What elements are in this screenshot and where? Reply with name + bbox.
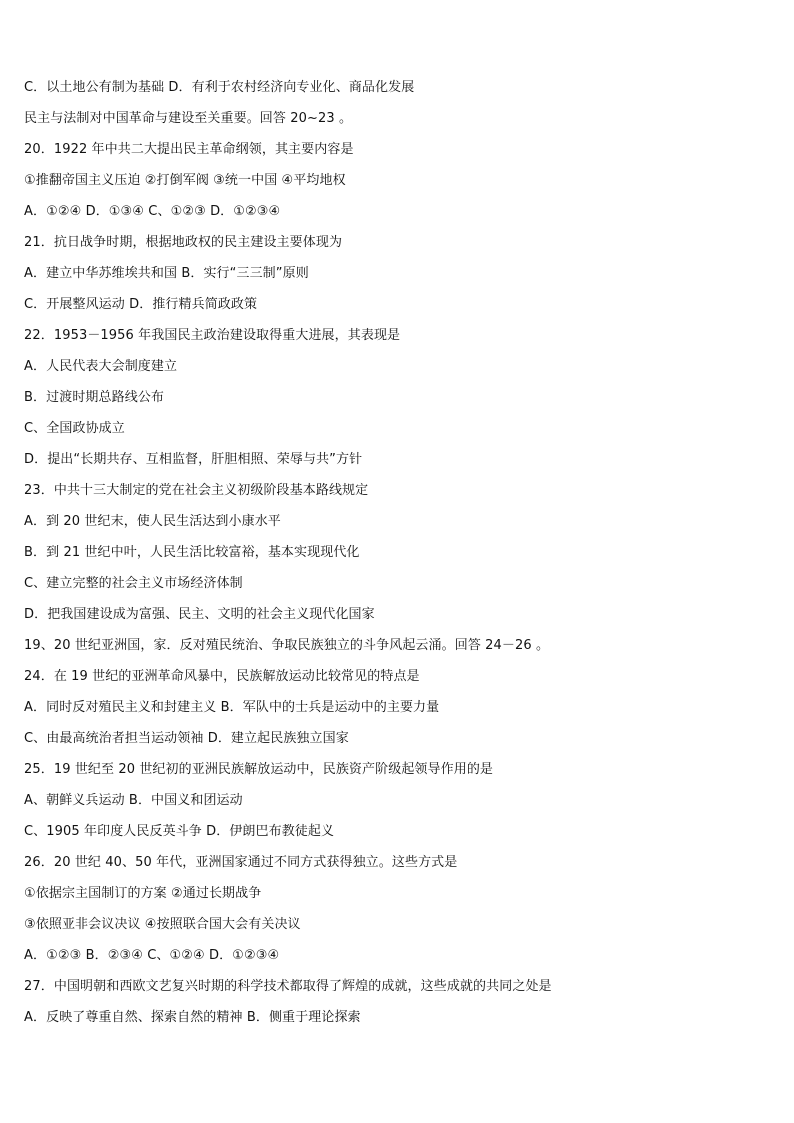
answer-option: C、建立完整的社会主义市场经济体制 bbox=[24, 576, 243, 591]
question-26: 26．20 世纪 40、50 年代，亚洲国家通过不同方式获得独立。这些方式是 bbox=[24, 855, 458, 870]
answer-options: A．同时反对殖民主义和封建主义 B．军队中的士兵是运动中的主要力量 bbox=[24, 700, 440, 715]
text-line: 民主与法制对中国革命与建设至关重要。回答 20~23 。 bbox=[24, 111, 353, 126]
answer-option: D．把我国建设成为富强、民主、文明的社会主义现代化国家 bbox=[24, 607, 375, 622]
text-line: 19、20 世纪亚洲国，家．反对殖民统治、争取民族独立的斗争风起云涌。回答 24－26 。 bbox=[24, 638, 550, 653]
answer-options: C．开展整风运动 D．推行精兵简政政策 bbox=[24, 297, 258, 312]
question-21: 21．抗日战争时期，根据地政权的民主建设主要体现为 bbox=[24, 235, 343, 250]
answer-options: A．①②③ B．②③④ C、①②④ D．①②③④ bbox=[24, 948, 280, 963]
text-line: ①推翻帝国主义压迫 ②打倒军阀 ③统一中国 ④平均地权 bbox=[24, 173, 346, 188]
answer-options: C、1905 年印度人民反英斗争 D．伊朗巴布教徒起义 bbox=[24, 824, 335, 839]
text-line: ③依照亚非会议决议 ④按照联合国大会有关决议 bbox=[24, 917, 301, 932]
question-24: 24．在 19 世纪的亚洲革命风暴中，民族解放运动比较常见的特点是 bbox=[24, 669, 420, 684]
answer-options: A．①②④ D．①③④ C、①②③ D．①②③④ bbox=[24, 204, 281, 219]
answer-option: A．到 20 世纪末，使人民生活达到小康水平 bbox=[24, 514, 281, 529]
answer-option: D．提出“长期共存、互相监督，肝胆相照、荣辱与共”方针 bbox=[24, 452, 363, 467]
answer-option: B．到 21 世纪中叶，人民生活比较富裕，基本实现现代化 bbox=[24, 545, 360, 560]
question-20: 20．1922 年中共二大提出民主革命纲领，其主要内容是 bbox=[24, 142, 354, 157]
question-23: 23．中共十三大制定的党在社会主义初级阶段基本路线规定 bbox=[24, 483, 369, 498]
answer-options: A、朝鲜义兵运动 B．中国义和团运动 bbox=[24, 793, 243, 808]
answer-options: C、由最高统治者担当运动领袖 D．建立起民族独立国家 bbox=[24, 731, 349, 746]
question-25: 25．19 世纪至 20 世纪初的亚洲民族解放运动中，民族资产阶级起领导作用的是 bbox=[24, 762, 494, 777]
text-line: ①依据宗主国制订的方案 ②通过长期战争 bbox=[24, 886, 262, 901]
text-body bbox=[24, 78, 764, 1039]
question-27: 27．中国明朝和西欧文艺复兴时期的科学技术都取得了辉煌的成就，这些成就的共同之处是 bbox=[24, 979, 552, 994]
answer-options: A．反映了尊重自然、探索自然的精神 B．侧重于理论探索 bbox=[24, 1010, 361, 1025]
question-22: 22．1953－1956 年我国民主政治建设取得重大进展，其表现是 bbox=[24, 328, 401, 343]
answer-option: C、全国政协成立 bbox=[24, 421, 125, 436]
answer-option: A．人民代表大会制度建立 bbox=[24, 359, 178, 374]
answer-options: A．建立中华苏维埃共和国 B．实行“三三制”原则 bbox=[24, 266, 309, 281]
text-line: C．以土地公有制为基础 D．有利于农村经济向专业化、商品化发展 bbox=[24, 80, 415, 95]
answer-option: B．过渡时期总路线公布 bbox=[24, 390, 165, 405]
